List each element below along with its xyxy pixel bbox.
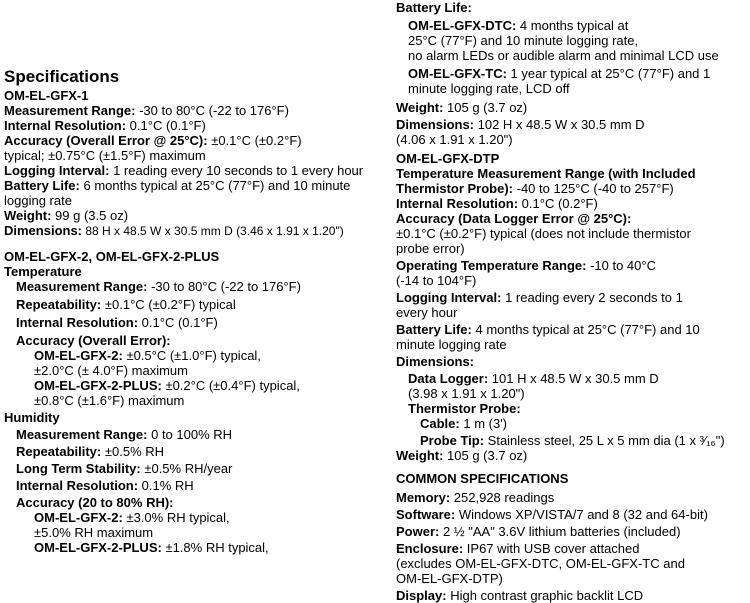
spec-battery-dtc-cont2: no alarm LEDs or audible alarm and minimal LCD use — [408, 48, 719, 63]
spec-accuracy: Accuracy (Overall Error @ 25°C): ±0.1°C (±0.2°F) — [4, 133, 302, 148]
page-title: Specifications — [4, 67, 120, 86]
spec-humidity-accuracy-gfx2-cont: ±5.0% RH maximum — [34, 525, 154, 540]
section-accuracy: Accuracy (Overall Error): — [16, 333, 171, 348]
spec-long-term-stability: Long Term Stability: ±0.5% RH/year — [16, 461, 233, 476]
spec-logging-interval-cont: every hour — [396, 305, 458, 320]
section-battery-life: Battery Life: — [396, 0, 472, 15]
spec-weight: Weight: 99 g (3.5 oz) — [4, 208, 129, 223]
spec-battery-life: Battery Life: 6 months typical at 25°C (77°F) and 10 minute — [4, 178, 351, 193]
spec-power: Power: 2 ½ "AA" 3.6V lithium batteries (included) — [396, 524, 681, 539]
spec-data-logger-cont: (3.98 x 1.91 x 1.20") — [408, 386, 525, 401]
right-column — [396, 0, 748, 603]
spec-temp-range-label: Temperature Measurement Range (with Included — [396, 166, 696, 181]
spec-accuracy-val: ±0.1°C (±0.2°F) typical (does not include thermistor — [396, 226, 691, 241]
spec-logging-interval: Logging Interval: 1 reading every 2 seconds to 1 — [396, 290, 683, 305]
spec-cable: Cable: 1 m (3') — [420, 416, 507, 431]
spec-weight-dtp: Weight: 105 g (3.7 oz) — [396, 448, 528, 463]
left-column — [4, 0, 384, 555]
section-common-specs: COMMON SPECIFICATIONS — [396, 471, 569, 486]
spec-repeatability: Repeatability: ±0.1°C (±0.2°F) typical — [16, 297, 236, 312]
spec-accuracy-val-cont: probe error) — [396, 241, 465, 256]
spec-enclosure-cont: (excludes OM-EL-GFX-DTC, OM-EL-GFX-TC and — [396, 556, 685, 571]
spec-battery-life: Battery Life: 4 months typical at 25°C (77°F) and 10 — [396, 322, 700, 337]
section-humidity: Humidity — [4, 410, 60, 425]
spec-humidity-measurement-range: Measurement Range: 0 to 100% RH — [16, 427, 233, 442]
spec-battery-tc-cont: minute logging rate, LCD off — [408, 81, 570, 96]
spec-dimensions: Dimensions: 102 H x 48.5 W x 30.5 mm D — [396, 117, 645, 132]
spec-enclosure: Enclosure: IP67 with USB cover attached — [396, 541, 640, 556]
spec-internal-resolution: Internal Resolution: 0.1°C (0.2°F) — [396, 196, 598, 211]
spec-accuracy-gfx2: OM-EL-GFX-2: ±0.5°C (±1.0°F) typical, — [34, 348, 261, 363]
spec-software: Software: Windows XP/VISTA/7 and 8 (32 and 64-bit) — [396, 507, 708, 522]
spec-measurement-range: Measurement Range: -30 to 80°C (-22 to 176°F) — [4, 103, 289, 118]
spec-temp-range: Thermistor Probe): -40 to 125°C (-40 to 257°F) — [396, 181, 674, 196]
spec-humidity-accuracy-gfx2: OM-EL-GFX-2: ±3.0% RH typical, — [34, 510, 230, 525]
spec-battery-life-cont: logging rate — [4, 193, 72, 208]
spec-probe-tip: Probe Tip: Stainless steel, 25 L x 5 mm dia (1 x ³⁄₁₆") — [420, 433, 725, 448]
spec-dimensions-cont: (4.06 x 1.91 x 1.20") — [396, 132, 513, 147]
spec-measurement-range: Measurement Range: -30 to 80°C (-22 to 176°F) — [16, 279, 301, 294]
model-heading-gfx2: OM-EL-GFX-2, OM-EL-GFX-2-PLUS — [4, 249, 220, 264]
spec-operating-range-cont: (-14 to 104°F) — [396, 273, 477, 288]
spec-enclosure-cont2: OM-EL-GFX-DTP) — [396, 571, 503, 586]
spec-operating-range: Operating Temperature Range: -10 to 40°C — [396, 258, 656, 273]
spec-humidity-repeatability: Repeatability: ±0.5% RH — [16, 444, 165, 459]
spec-logging-interval: Logging Interval: 1 reading every 10 seconds to 1 every hour — [4, 163, 364, 178]
section-dimensions: Dimensions: — [396, 354, 475, 369]
model-heading-dtp: OM-EL-GFX-DTP — [396, 151, 500, 166]
spec-battery-tc: OM-EL-GFX-TC: 1 year typical at 25°C (77°F) and 1 — [408, 66, 711, 81]
spec-accuracy-gfx2-cont: ±2.0°C (± 4.0°F) maximum — [34, 363, 188, 378]
section-temperature: Temperature — [4, 264, 82, 279]
spec-memory: Memory: 252,928 readings — [396, 490, 555, 505]
spec-internal-resolution: Internal Resolution: 0.1°C (0.1°F) — [16, 315, 218, 330]
spec-dimensions: Dimensions: 88 H x 48.5 W x 30.5 mm D (3.46 x 1.91 x 1.20") — [4, 223, 344, 238]
spec-display: Display: High contrast graphic backlit LCD — [396, 588, 644, 603]
spec-accuracy-gfx2-plus-cont: ±0.8°C (±1.6°F) maximum — [34, 393, 185, 408]
spec-data-logger: Data Logger: 101 H x 48.5 W x 30.5 mm D — [408, 371, 659, 386]
spec-battery-dtc-cont: 25°C (77°F) and 10 minute logging rate, — [408, 33, 639, 48]
spec-battery-life-cont: minute logging rate — [396, 337, 507, 352]
spec-accuracy-gfx2-plus: OM-EL-GFX-2-PLUS: ±0.2°C (±0.4°F) typical, — [34, 378, 300, 393]
spec-battery-dtc: OM-EL-GFX-DTC: 4 months typical at — [408, 18, 629, 33]
spec-weight: Weight: 105 g (3.7 oz) — [396, 100, 528, 115]
model-heading-gfx1: OM-EL-GFX-1 — [4, 88, 89, 103]
section-humidity-accuracy: Accuracy (20 to 80% RH): — [16, 495, 174, 510]
spec-internal-resolution: Internal Resolution: 0.1°C (0.1°F) — [4, 118, 206, 133]
spec-accuracy-label: Accuracy (Data Logger Error @ 25°C): — [396, 211, 632, 226]
spec-humidity-accuracy-gfx2-plus: OM-EL-GFX-2-PLUS: ±1.8% RH typical, — [34, 540, 269, 555]
spec-humidity-resolution: Internal Resolution: 0.1% RH — [16, 478, 194, 493]
section-thermistor-probe: Thermistor Probe: — [408, 401, 521, 416]
spec-accuracy-cont: typical; ±0.75°C (±1.5°F) maximum — [4, 148, 206, 163]
